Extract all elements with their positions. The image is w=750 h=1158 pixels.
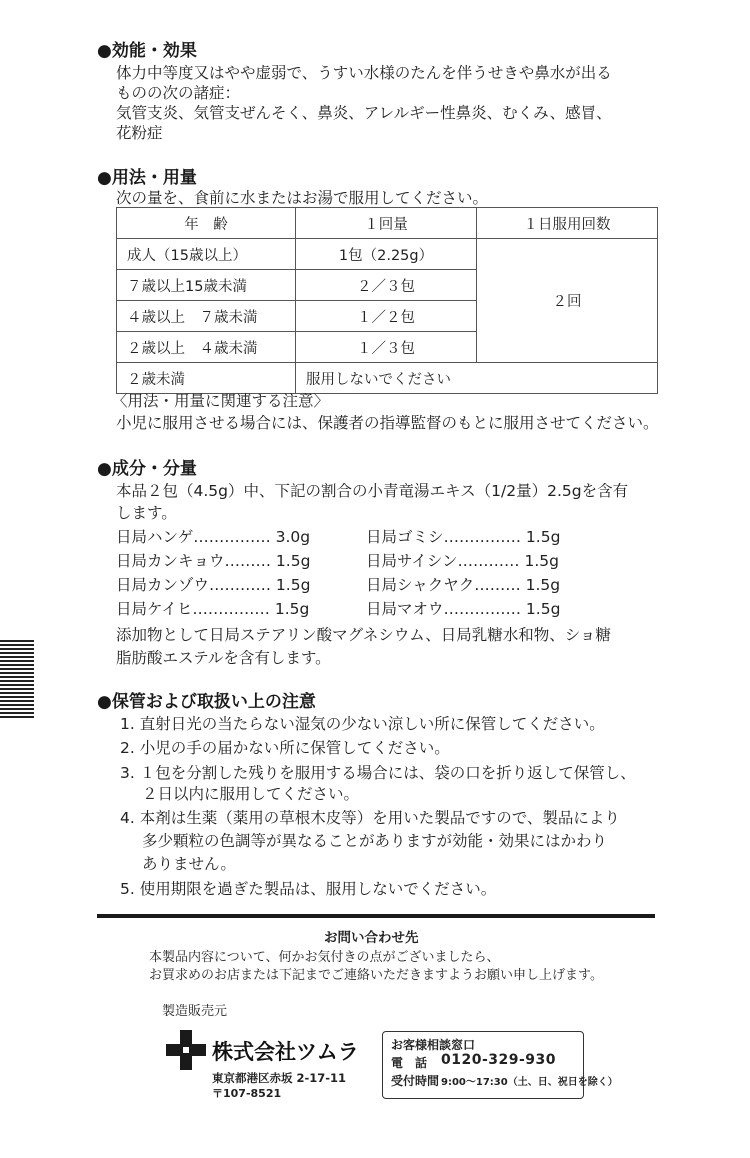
phone-number: 0120-329-930 (441, 1052, 557, 1068)
table-cell-amount: ２／３包 (296, 270, 477, 301)
efficacy-heading: ●効能・効果 (97, 41, 197, 61)
table-header-times: １日服用回数 (477, 208, 658, 239)
company-name: 株式会社ツムラ (212, 1040, 359, 1064)
dosage-note-title: 〈用法・用量に関連する注意〉 (112, 392, 330, 410)
ingredient-item: 日局ハンゲ…………… 3.0g (116, 528, 311, 546)
contact-text: 本製品内容について、何かお気付きの点がございましたら、 (149, 950, 500, 965)
customer-service-title: お客様相談窓口 (391, 1038, 476, 1052)
company-address: 東京都港区赤坂 2-17-11 (212, 1071, 347, 1085)
table-header-age: 年 齢 (117, 208, 296, 239)
table-header-row (117, 208, 658, 239)
storage-item: 3. １包を分割した残りを服用する場合には、袋の口を折り返して保管し、 (120, 764, 636, 782)
dosage-heading: ●用法・用量 (97, 168, 197, 188)
table-cell-age: ７歳以上15歳未満 (117, 270, 296, 301)
table-cell-age: ２歳未満 (117, 363, 296, 394)
company-logo (166, 1030, 206, 1070)
storage-item: ありません。 (142, 855, 236, 873)
ingredient-item: 日局サイシン………… 1.5g (366, 552, 559, 570)
table-cell-age: 成人（15歳以上） (117, 239, 296, 270)
efficacy-line: ものの次の諸症： (116, 84, 241, 102)
dosage-table (116, 207, 658, 394)
customer-service-box (382, 1031, 618, 1099)
hours-text: 9:00〜17:30（土、日、祝日を除く） (441, 1077, 618, 1088)
storage-item: 多少顆粒の色調等が異なることがありますが効能・効果にはかわり (142, 832, 608, 850)
ingredients-additives: 脂肪酸エステルを含有します。 (116, 649, 331, 667)
barcode-strip (0, 640, 34, 720)
table-header-amount: １回量 (296, 208, 477, 239)
storage-item: 4. 本剤は生薬（薬用の草根木皮等）を用いた製品ですので、製品により (120, 809, 620, 827)
storage-heading: ●保管および取扱い上の注意 (97, 692, 316, 712)
ingredient-item: 日局ケイヒ…………… 1.5g (116, 600, 310, 618)
divider (97, 914, 655, 918)
storage-item: 1. 直射日光の当たらない湿気の少ない涼しい所に保管してください。 (120, 715, 605, 733)
ingredient-item: 日局カンキョウ……… 1.5g (116, 552, 311, 570)
contact-text: お買求めのお店または下記までご連絡いただきますようお願い申し上げます。 (149, 968, 603, 983)
storage-item: 2. 小児の手の届かない所に保管してください。 (120, 739, 450, 757)
table-cell-amount: １／３包 (296, 332, 477, 363)
table-cell-age: ４歳以上 ７歳未満 (117, 301, 296, 332)
efficacy-line: 花粉症 (116, 124, 163, 142)
table-cell-amount: １／２包 (296, 301, 477, 332)
ingredient-item: 日局マオウ…………… 1.5g (366, 600, 561, 618)
phone-label: 電 話 (391, 1056, 428, 1070)
ingredients-intro: 本品２包（4.5g）中、下記の割合の小青竜湯エキス（1/2量）2.5gを含有 (116, 482, 629, 500)
ingredient-item: 日局シャクヤク……… 1.5g (366, 576, 561, 594)
hours-label: 受付時間 (391, 1074, 440, 1088)
dosage-note-text: 小児に服用させる場合には、保護者の指導監督のもとに服用させてください。 (116, 414, 659, 432)
storage-item: 5. 使用期限を過ぎた製品は、服用しないでください。 (120, 880, 497, 898)
maker-label: 製造販売元 (162, 1004, 228, 1019)
table-row (117, 239, 658, 270)
ingredients-intro: します。 (116, 504, 177, 522)
table-cell-note: 服用しないでください (296, 363, 658, 394)
table-cell-amount: 1包（2.25g） (296, 239, 477, 270)
ingredients-heading: ●成分・分量 (97, 459, 197, 479)
ingredients-additives: 添加物として日局ステアリン酸マグネシウム、日局乳糖水和物、ショ糖 (116, 626, 611, 644)
storage-item: ２日以内に服用してください。 (142, 785, 360, 803)
efficacy-line: 気管支炎、気管支ぜんそく、鼻炎、アレルギー性鼻炎、むくみ、感冒、 (116, 104, 612, 122)
efficacy-line: 体力中等度又はやや虚弱で、うすい水様のたんを伴うせきや鼻水が出る (116, 64, 612, 82)
table-cell-age: ２歳以上 ４歳未満 (117, 332, 296, 363)
contact-heading: お問い合わせ先 (324, 930, 419, 946)
ingredient-item: 日局ゴミシ…………… 1.5g (366, 528, 561, 546)
company-postal: 〒107-8521 (212, 1087, 282, 1100)
table-cell-times: ２回 (477, 239, 658, 363)
dosage-intro: 次の量を、食前に水またはお湯で服用してください。 (116, 189, 489, 207)
ingredient-item: 日局カンゾウ………… 1.5g (116, 576, 311, 594)
